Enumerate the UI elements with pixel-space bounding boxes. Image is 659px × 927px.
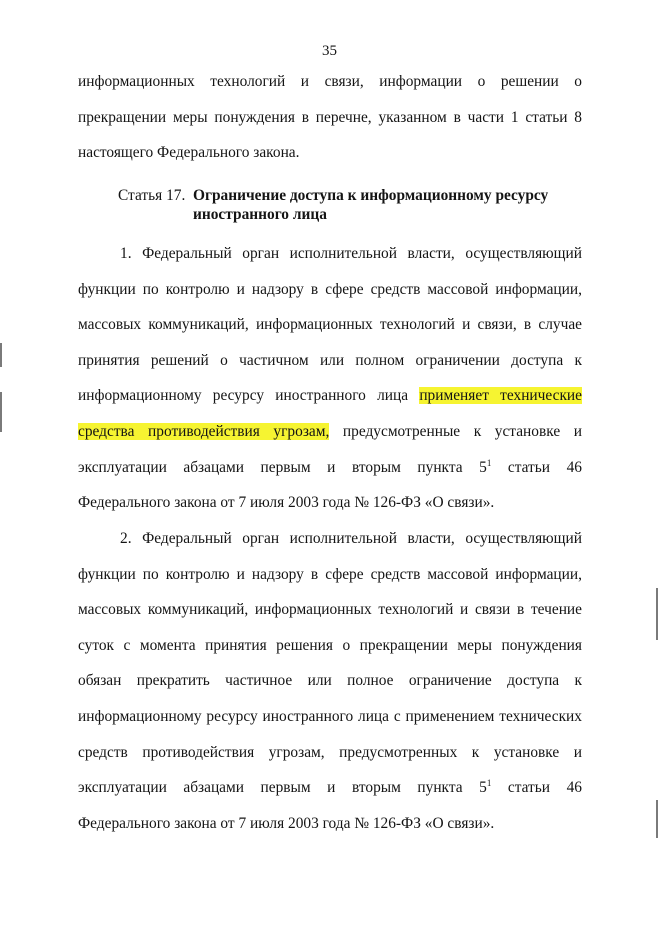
article-title	[193, 186, 548, 224]
scan-edge-mark	[0, 392, 2, 432]
highlighted-text: применяет технические	[419, 387, 582, 405]
clause-number: $5^1$	[479, 778, 492, 797]
text-line	[78, 378, 582, 414]
text-line: прекращении меры понуждения в перечне, указанном в части 1 статьи 8	[78, 108, 582, 126]
text-line: принятия решений о частичном или полном ограничении доступа к	[78, 351, 582, 369]
text-fragment: эксплуатации абзацами первым и вторым пункта	[78, 458, 463, 476]
paragraph-1	[78, 236, 582, 521]
clause-number: $5^1$	[479, 457, 492, 476]
text-line: функции по контролю и надзору в сфере средств массовой информации,	[78, 565, 582, 583]
page-number: 35	[322, 43, 337, 59]
text-line: средств противодействия угрозам, предусмотренных к установке и	[78, 743, 582, 761]
paragraph-2	[78, 521, 582, 841]
scan-edge-mark	[0, 343, 2, 367]
text-line	[78, 450, 582, 486]
text-fragment: статьи 46	[507, 458, 582, 476]
text-line: суток с момента принятия решения о прекращении меры понуждения	[78, 636, 582, 654]
text-fragment: эксплуатации абзацами первым и вторым пункта	[78, 779, 463, 797]
superscript: 1	[486, 778, 492, 789]
text-line: массовых коммуникаций, информационных технологий и связи, в случае	[78, 316, 582, 334]
text-line: информационных технологий и связи, информации о решении о	[78, 73, 582, 90]
superscript: 1	[486, 457, 492, 468]
article-title-line: иностранного лица	[193, 206, 327, 223]
text-line	[78, 770, 582, 806]
text-line: 1. Федеральный орган исполнительной власти, осуществляющий	[120, 245, 582, 262]
intro-paragraph	[78, 64, 582, 171]
text-line: настоящего Федерального закона.	[78, 144, 300, 162]
text-fragment: предусмотренные к установке и	[342, 422, 582, 440]
text-line: функции по контролю и надзору в сфере средств массовой информации,	[78, 280, 582, 298]
article-label: Статья 17.	[118, 187, 186, 204]
text-line: Федерального закона от 7 июля 2003 года № 126-ФЗ «О связи».	[78, 494, 495, 512]
text-line: 2. Федеральный орган исполнительной власти, осуществляющий	[120, 530, 582, 547]
text-fragment: информационному ресурсу иностранного лица	[78, 387, 409, 405]
text-line: Федерального закона от 7 июля 2003 года № 126-ФЗ «О связи».	[78, 814, 495, 832]
scan-edge-mark	[656, 800, 658, 838]
text-line: обязан прекратить частичное или полное ограничение доступа к	[78, 672, 582, 690]
text-line: информационному ресурсу иностранного лица с применением технических	[78, 707, 582, 725]
text-line: массовых коммуникаций, информационных технологий и связи в течение	[78, 601, 582, 619]
text-line	[78, 414, 582, 450]
article-title-line: Ограничение доступа к информационному ресурсу	[193, 187, 549, 204]
scan-edge-mark	[656, 588, 658, 640]
highlighted-text: средства противодействия угрозам,	[78, 422, 330, 440]
text-fragment: статьи 46	[507, 779, 582, 797]
